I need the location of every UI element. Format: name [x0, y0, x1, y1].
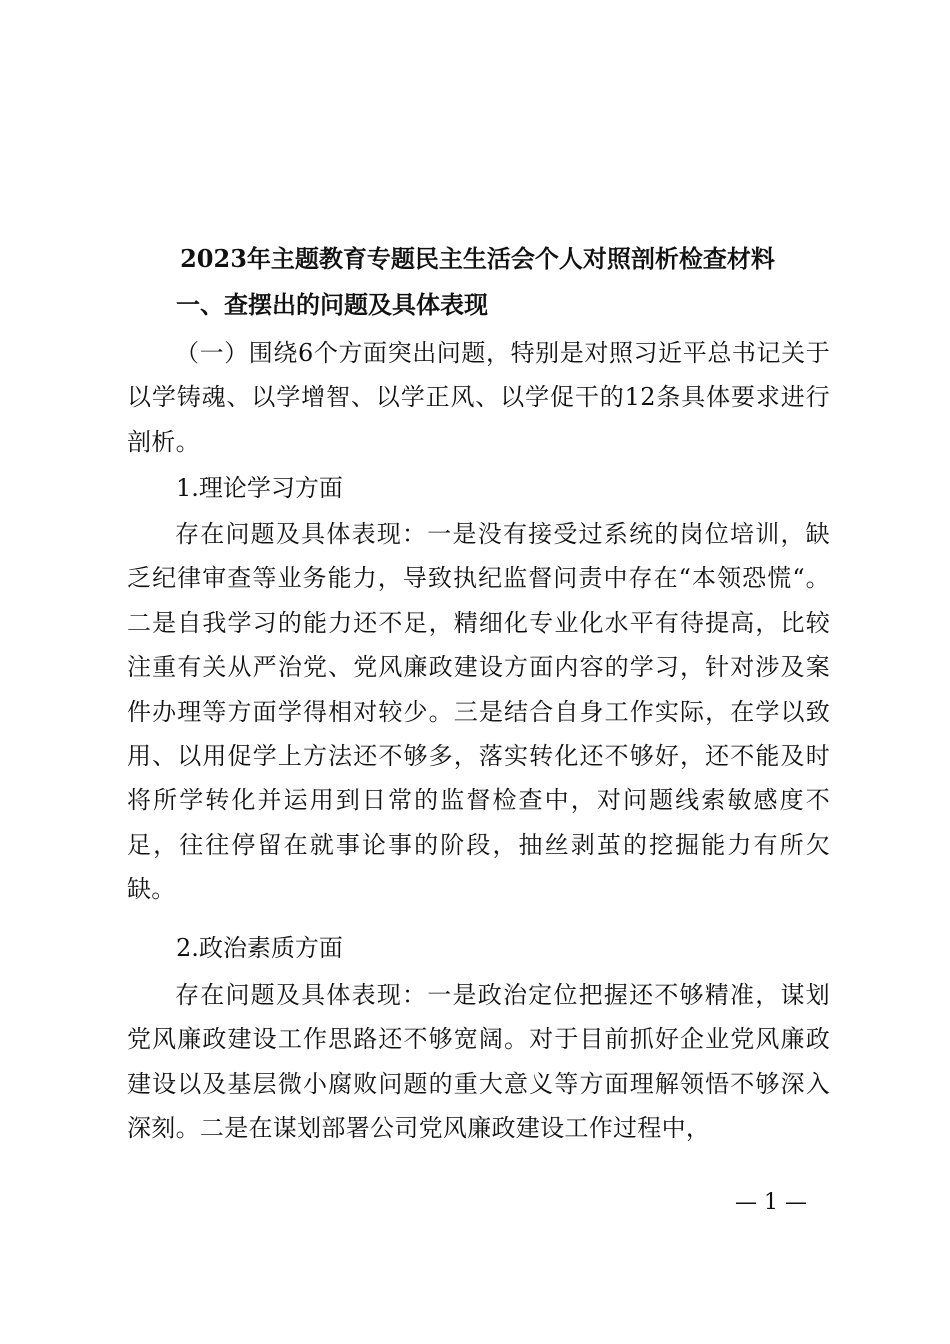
item2-heading: 2.政治素质方面: [176, 934, 343, 962]
page-number: — 1 —: [735, 1190, 807, 1215]
item1-paragraph: 存在问题及具体表现：一是没有接受过系统的岗位培训，缺乏纪律审查等业务能力，导致执纪监督问责中存在“本领恐慌“。二是自我学习的能力还不足，精细化专业化水平有待提高，比较注重有关从严治党、党风廉政建设方面内容的学习，针对涉及案件办理等方面学得相对较少。三是结合自身工作实际，在学以致用、以用促学上方法还不够多，落实转化还不够好，还不能及时将所学转化并运用到日常的监督检查中，对问题线索敏感度不足，往往停留在就事论事的阶段，抽丝剥茧的挖掘能力有所欠缺。: [127, 520, 830, 904]
intro-paragraph: （一）围绕6个方面突出问题，特别是对照习近平总书记关于以学铸魂、以学增智、以学正风、以学促干的12条具体要求进行剖析。: [127, 339, 830, 456]
item2-paragraph: 存在问题及具体表现：一是政治定位把握还不够精准，谋划党风廉政建设工作思路还不够宽阔。对于目前抓好企业党风廉政建设以及基层微小腐败问题的重大意义等方面理解领悟不够深入深刻。二是在谋划部署公司党风廉政建设工作过程中，: [127, 981, 830, 1143]
document-title: 2023年主题教育专题民主生活会个人对照剖析检查材料: [180, 244, 775, 273]
section-heading: 一、查摆出的问题及具体表现: [176, 291, 488, 319]
item1-heading: 1.理论学习方面: [176, 474, 343, 502]
